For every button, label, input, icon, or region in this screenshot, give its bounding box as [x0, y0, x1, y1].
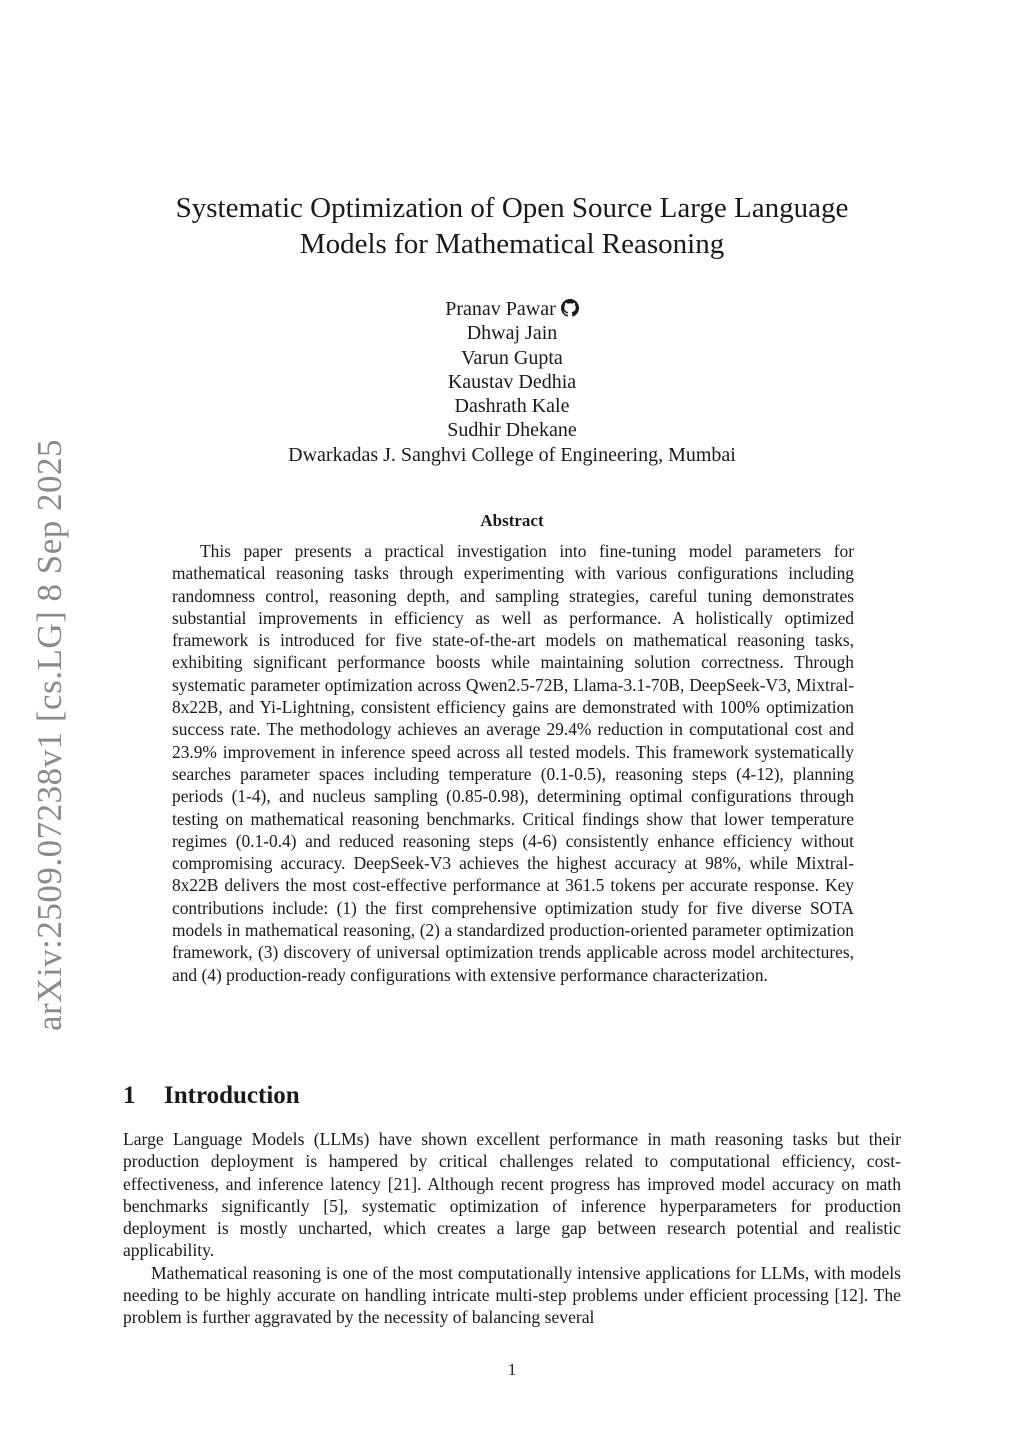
author-name: [140, 297, 884, 321]
author-name-1: Pranav Pawar: [445, 298, 556, 320]
paper-title: [140, 190, 884, 262]
author-name-5: Dashrath Kale: [454, 395, 570, 418]
title-line-2: Models for Mathematical Reasoning: [299, 228, 725, 260]
introduction-paragraph-1: Large Language Models (LLMs) have shown excellent performance in math reasoning tasks but their production deployment is hampered by critical challenges related to computational efficiency, cost-effectiveness, and inference latency [21]. Although recent progress has improved model accuracy on math benchmarks significantly [5], systematic optimization of inference hyperparameters for production deployment is mostly uncharted, which creates a large gap between research potential and realistic applicability.: [123, 1129, 901, 1261]
github-icon[interactable]: [561, 299, 579, 317]
author-name-4: Kaustav Dedhia: [447, 370, 577, 393]
section-heading-introduction: [123, 1082, 300, 1110]
introduction-body: [123, 1128, 901, 1329]
abstract-text: This paper presents a practical investigation into fine-tuning model parameters for mathematical reasoning tasks through experimenting with various configurations including randomness control, reasoning depth, and sampling strategies, careful tuning demonstrates substantial improvements in efficiency as well as performance. A holistically optimized framework is introduced for five state-of-the-art models on mathematical reasoning tasks, exhibiting significant performance boosts while maintaining solution correctness. Through systematic parameter optimization across Qwen2.5-72B, Llama-3.1-70B, DeepSeek-V3, Mixtral-8x22B, and Yi-Lightning, consistent efficiency gains are demonstrated with 100% optimization success rate. The methodology achieves an average 29.4% reduction in computational cost and 23.9% improvement in inference speed across all tested models. This framework systematically searches parameter spaces including temperature (0.1-0.5), reasoning steps (4-12), planning periods (1-4), and nucleus sampling (0.85-0.98), determining optimal configurations through testing on mathematical reasoning benchmarks. Critical findings show that lower temperature regimes (0.1-0.4) and reduced reasoning steps (4-6) consistently enhance efficiency without compromising accuracy. DeepSeek-V3 achieves the highest accuracy at 98%, while Mixtral-8x22B delivers the most cost-effective performance at 361.5 tokens per accurate response. Key contributions include: (1) the first comprehensive optimization study for five diverse SOTA models in mathematical reasoning, (2) a standardized production-oriented parameter optimization framework, (3) discovery of universal optimization trends applicable across model architectures, and (4) production-ready configurations with extensive performance characterization.: [172, 541, 854, 985]
author-name-6: Sudhir Dhekane: [447, 419, 577, 442]
introduction-paragraph-2: Mathematical reasoning is one of the most computationally intensive applications for LLMs, with models needing to be highly accurate on handling intricate multi-step problems under efficient processing [12]. The problem is further aggravated by the necessity of balancing several: [123, 1262, 901, 1328]
author-affiliation: Dwarkadas J. Sanghvi College of Engineering, Mumbai: [288, 443, 736, 466]
author-name-2: Dhwaj Jain: [466, 322, 558, 345]
section-number: 1: [123, 1082, 136, 1109]
arxiv-identifier-stamp: arXiv:2509.07238v1 [cs.LG] 8 Sep 2025: [30, 438, 69, 1032]
author-list: [140, 297, 884, 467]
abstract-heading: Abstract: [480, 511, 544, 530]
section-title: Introduction: [164, 1082, 300, 1109]
title-line-1: Systematic Optimization of Open Source Large Language: [175, 192, 849, 224]
author-name-3: Varun Gupta: [461, 346, 563, 369]
page-number: 1: [507, 1360, 517, 1379]
